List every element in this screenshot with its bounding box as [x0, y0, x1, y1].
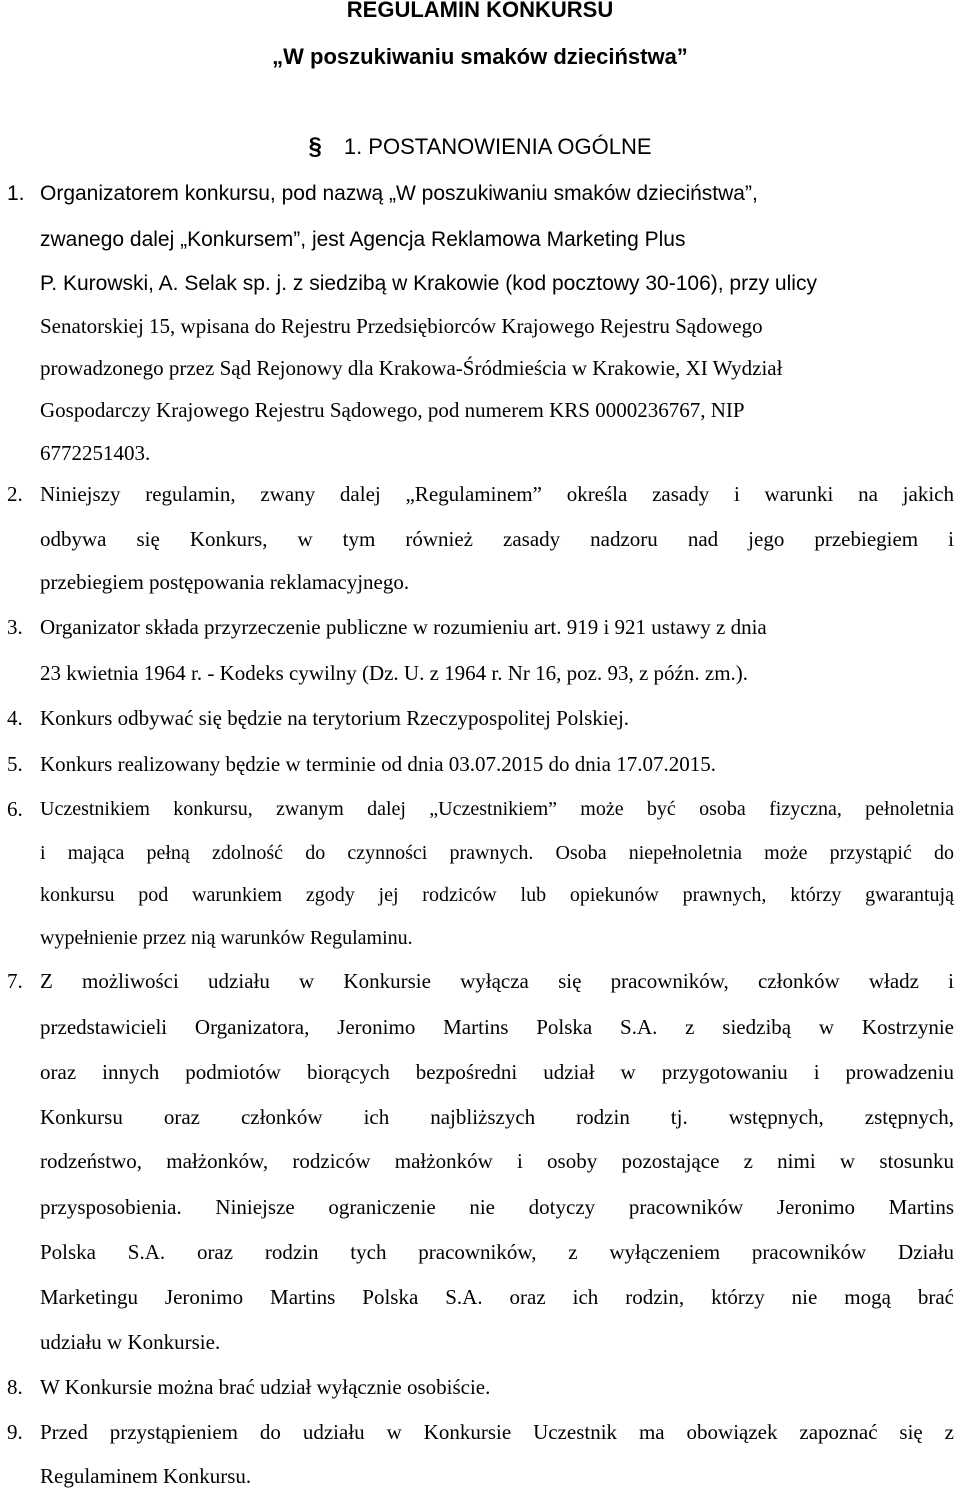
item-line: Konkurs realizowany będzie w terminie od dnia 03.07.2015 do dnia 17.07.2015. — [40, 752, 716, 776]
section-mark: § — [308, 133, 322, 160]
item-line: Polska S.A. oraz rodzin tych pracowników, z wyłączeniem pracowników Działu — [40, 1240, 954, 1264]
item-number: 8. — [7, 1375, 23, 1399]
item-line: Gospodarczy Krajowego Rejestru Sądowego, pod numerem KRS 0000236767, NIP — [40, 398, 745, 422]
item-number: 2. — [7, 482, 23, 506]
item-line: 6772251403. — [40, 441, 151, 465]
item-line: konkursu pod warunkiem zgody jej rodziców lub opiekunów prawnych, którzy gwarantują — [40, 884, 954, 906]
item-line: W Konkursie można brać udział wyłącznie osobiście. — [40, 1375, 491, 1399]
item-line: przedstawicieli Organizatora, Jeronimo Martins Polska S.A. z siedzibą w Kostrzynie — [40, 1015, 954, 1039]
item-line: Niniejszy regulamin, zwany dalej „Regulaminem” określa zasady i warunki na jakich — [40, 482, 954, 506]
item-line: odbywa się Konkurs, w tym również zasady nadzoru nad jego przebiegiem i — [40, 527, 954, 551]
item-line: Organizatorem konkursu, pod nazwą „W poszukiwaniu smaków dzieciństwa”, — [40, 182, 758, 205]
item-number: 5. — [7, 752, 23, 776]
item-line: 23 kwietnia 1964 r. - Kodeks cywilny (Dz. U. z 1964 r. Nr 16, poz. 93, z późn. zm.). — [40, 661, 749, 685]
item-line: Organizator składa przyrzeczenie publiczne w rozumieniu art. 919 i 921 ustawy z dnia — [40, 615, 767, 639]
item-line: Marketingu Jeronimo Martins Polska S.A. oraz ich rodzin, którzy nie mogą brać — [40, 1285, 954, 1309]
item-line: Uczestnikiem konkursu, zwanym dalej „Uczestnikiem” może być osoba fizyczna, pełnoletnia — [40, 798, 954, 820]
item-line: rodzeństwo, małżonków, rodziców małżonków i osoby pozostające z nimi w stosunku — [40, 1149, 954, 1173]
document-subtitle: „W poszukiwaniu smaków dzieciństwa” — [272, 44, 688, 69]
item-number: 4. — [7, 706, 23, 730]
item-line: Konkurs odbywać się będzie na terytorium Rzeczypospolitej Polskiej. — [40, 706, 630, 730]
item-line: wypełnienie przez nią warunków Regulaminu. — [40, 927, 413, 949]
section-heading — [0, 134, 960, 160]
item-number: 1. — [7, 182, 25, 205]
item-line: przebiegiem postępowania reklamacyjnego. — [40, 570, 410, 594]
item-number: 3. — [7, 615, 23, 639]
item-line: i mająca pełną zdolność do czynności prawnych. Osoba niepełnoletnia może przystąpić do — [40, 842, 954, 864]
item-number: 9. — [7, 1420, 23, 1444]
item-line: Regulaminem Konkursu. — [40, 1464, 252, 1488]
item-line: Konkursu oraz członków ich najbliższych rodzin tj. wstępnych, zstępnych, — [40, 1105, 954, 1129]
item-number: 6. — [7, 797, 23, 821]
item-line: przysposobienia. Niniejsze ograniczenie nie dotyczy pracowników Jeronimo Martins — [40, 1195, 954, 1219]
document-title: REGULAMIN KONKURSU — [346, 0, 614, 22]
item-line: udziału w Konkursie. — [40, 1330, 221, 1354]
section-label: 1. POSTANOWIENIA OGÓLNE — [343, 134, 652, 159]
item-line: Senatorskiej 15, wpisana do Rejestru Przedsiębiorców Krajowego Rejestru Sądowego — [40, 314, 763, 338]
item-line: prowadzonego przez Sąd Rejonowy dla Krakowa-Śródmieścia w Krakowie, XI Wydział — [40, 356, 783, 380]
item-line: zwanego dalej „Konkursem”, jest Agencja Reklamowa Marketing Plus — [40, 228, 686, 251]
item-number: 7. — [7, 969, 23, 993]
item-line: P. Kurowski, A. Selak sp. j. z siedzibą w Krakowie (kod pocztowy 30-106), przy ulicy — [40, 272, 817, 295]
item-line: Przed przystąpieniem do udziału w Konkursie Uczestnik ma obowiązek zapoznać się z — [40, 1420, 954, 1444]
item-line: Z możliwości udziału w Konkursie wyłącza się pracowników, członków władz i — [40, 969, 954, 993]
item-line: oraz innych podmiotów biorących bezpośredni udział w przygotowaniu i prowadzeniu — [40, 1060, 954, 1084]
